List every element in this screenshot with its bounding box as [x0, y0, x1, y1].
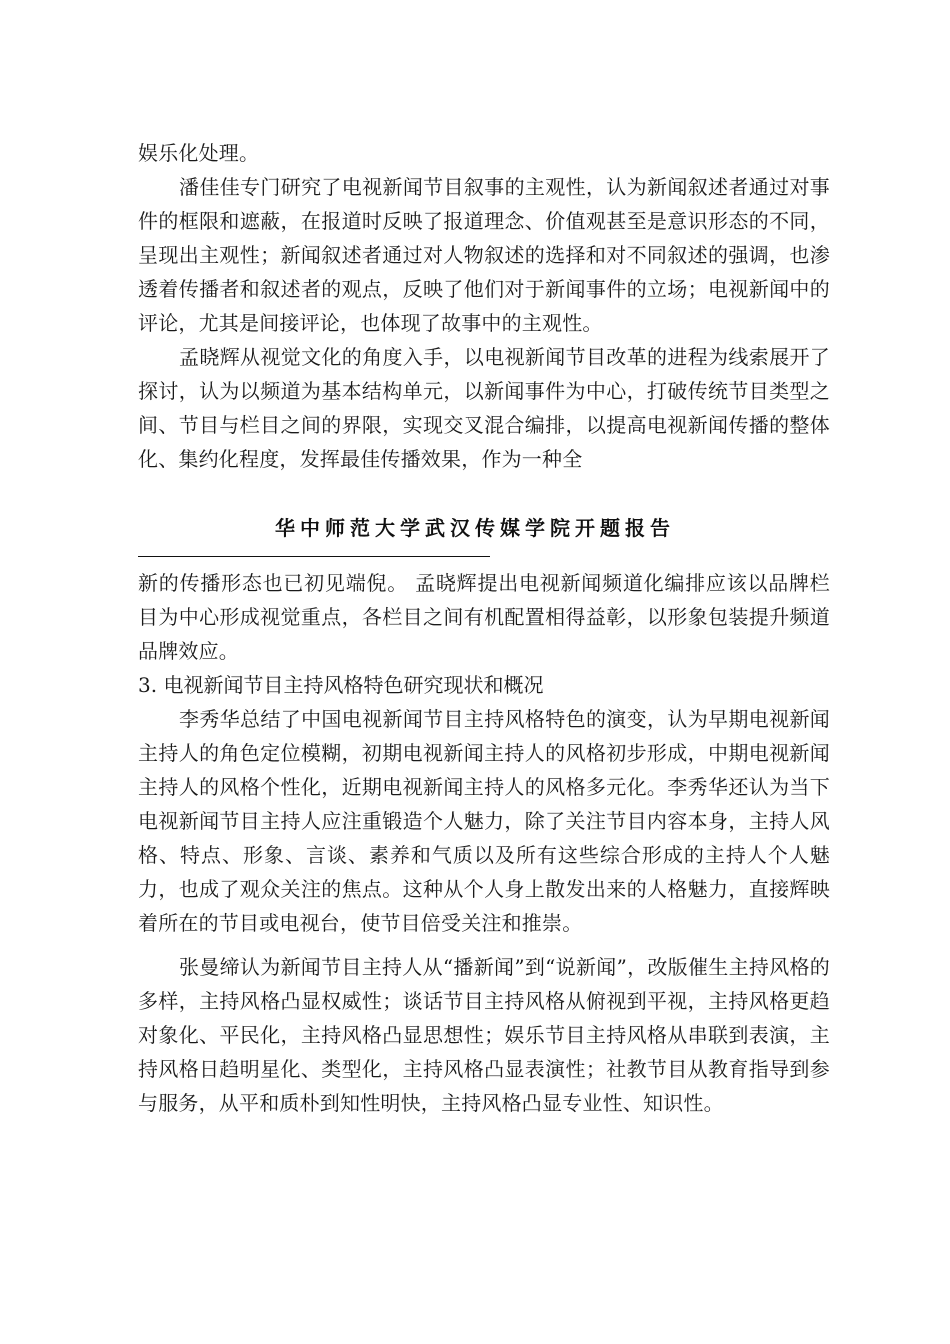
paragraph-pan-jiajia: 潘佳佳专门研究了电视新闻节目叙事的主观性，认为新闻叙述者通过对事件的框限和遮蔽，在报道时反映了报道理念、价值观甚至是意识形态的不同，呈现出主观性；新闻叙述者通过对人物叙述的选择和对不同叙述的强调，也渗透着传播者和叙述者的观点，反映了他们对于新闻事件的立场；电视新闻中的评论，尤其是间接评论，也体现了故事中的主观性。 — [138, 175, 830, 335]
paragraph-li-xiuhua: 李秀华总结了中国电视新闻节目主持风格特色的演变，认为早期电视新闻主持人的角色定位模糊，初期电视新闻主持人的风格初步形成，中期电视新闻主持人的风格个性化，近期电视新闻主持人的风格多元化。李秀华还认为当下电视新闻节目主持人应注重锻造个人魅力，除了关注节目内容本身，主持人风格、特点、形象、言谈、素养和气质以及所有这些综合形成的主持人个人魅力，也成了观众关注的焦点。这种从个人身上散发出来的人格魅力，直接辉映着所在的节目或电视台，使节目倍受关注和推崇。 — [138, 707, 830, 935]
paragraph-meng-xiaohui: 孟晓辉从视觉文化的角度入手，以电视新闻节目改革的进程为线索展开了探讨，认为以频道为基本结构单元，以新闻事件为中心，打破传统节目类型之间、节目与栏目之间的界限，实现交叉混合编排，以提高电视新闻传播的整体化、集约化程度，发挥最佳传播效果，作为一种全 — [138, 345, 830, 471]
paragraph-zhang-mandi: 张曼缔认为新闻节目主持人从“播新闻”到“说新闻”，改版催生主持风格的多样，主持风格凸显权威性；谈话节目主持风格从俯视到平视，主持风格更趋对象化、平民化，主持风格凸显思想性；娱乐节目主持风格从串联到表演，主持风格日趋明星化、类型化，主持风格凸显表演性；社教节目从教育指导到参与服务，从平和质朴到知性明快，主持风格凸显专业性、知识性。 — [138, 955, 830, 1115]
paragraph-continuation: 娱乐化处理。 — [138, 141, 260, 165]
section-heading: 3. 电视新闻节目主持风格特色研究现状和概况 — [138, 673, 544, 697]
previous-page-text — [138, 136, 830, 476]
current-page-text — [138, 566, 830, 1120]
header-divider — [138, 556, 490, 557]
paragraph-continuation-meng: 新的传播形态也已初见端倪。 孟晓辉提出电视新闻频道化编排应该以品牌栏目为中心形成视觉重点，各栏目之间有机配置相得益彰，以形象包装提升频道品牌效应。 — [138, 571, 830, 663]
page-header-title: 华中师范大学武汉传媒学院开题报告 — [275, 516, 675, 540]
